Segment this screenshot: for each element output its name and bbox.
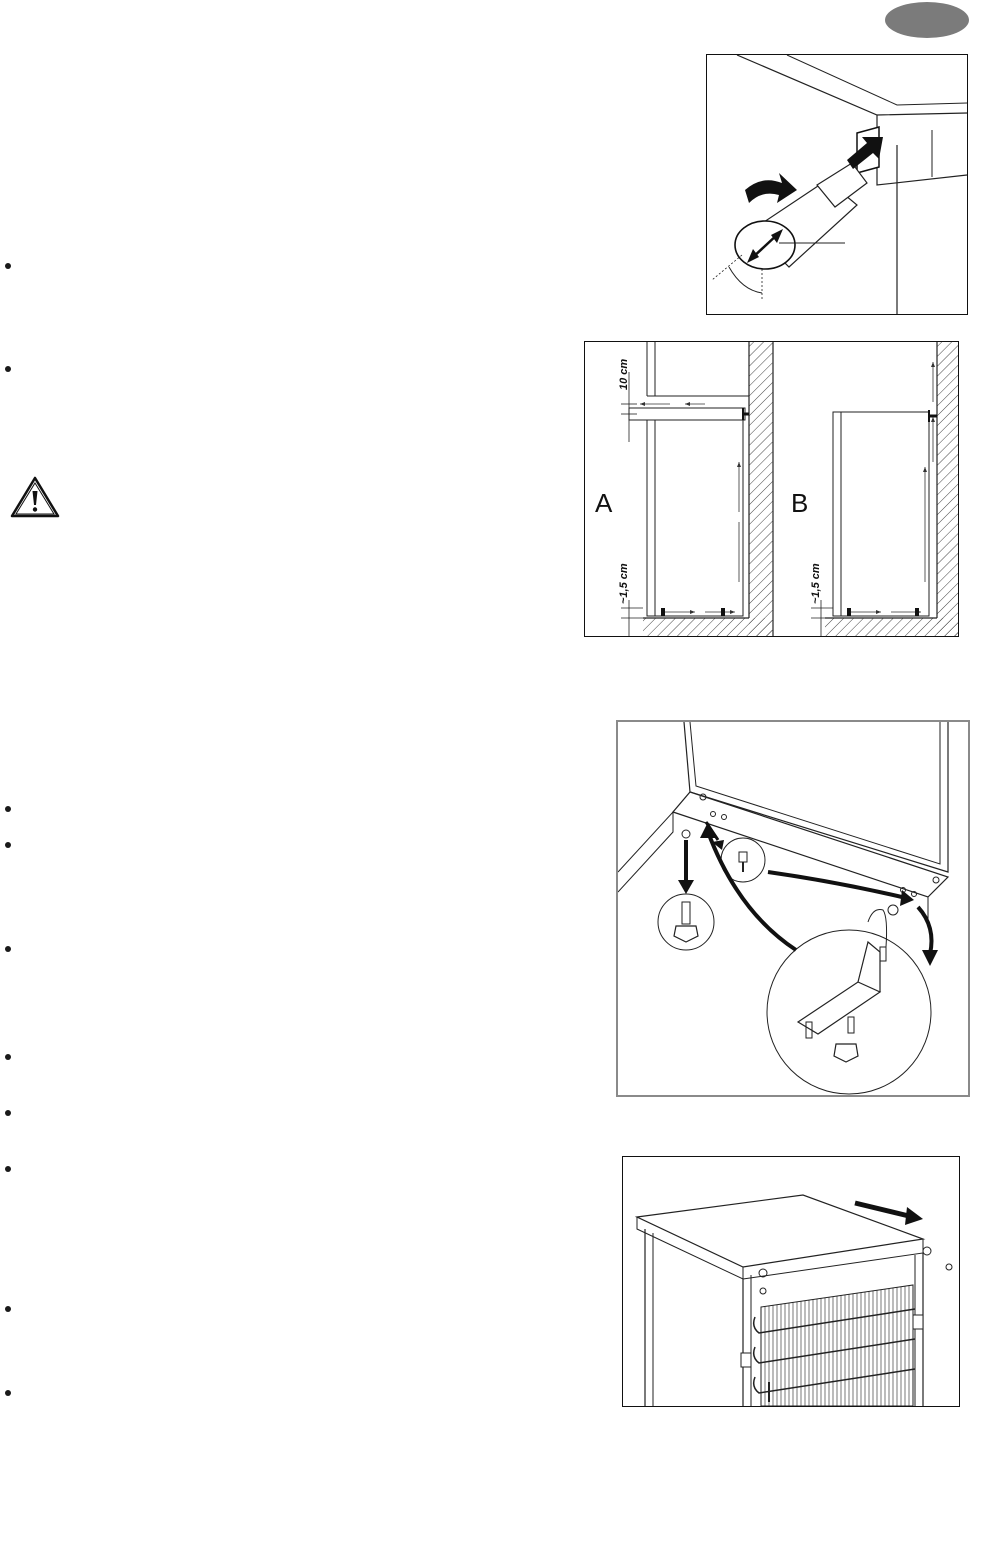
list-bullet <box>5 1166 11 1172</box>
page-tab-badge <box>885 2 969 38</box>
bottom-gap-label-b: ~1,5 cm <box>810 563 822 604</box>
list-bullet <box>5 946 11 952</box>
spacer-fitting-figure <box>706 54 968 315</box>
hinge-screws-figure <box>616 720 970 1097</box>
section-label-a: A <box>595 488 613 518</box>
list-bullet <box>5 842 11 848</box>
rear-condenser-figure <box>622 1156 960 1407</box>
top-gap-label-a: 10 cm <box>618 358 630 390</box>
list-bullet <box>5 806 11 812</box>
list-bullet <box>5 1054 11 1060</box>
list-bullet <box>5 366 11 372</box>
list-bullet <box>5 1110 11 1116</box>
list-bullet <box>5 263 11 269</box>
list-bullet <box>5 1306 11 1312</box>
warning-triangle-icon <box>10 476 60 518</box>
ventilation-airflow-figure <box>584 341 959 637</box>
bottom-gap-label-a: ~1,5 cm <box>618 563 630 604</box>
list-bullet <box>5 1390 11 1396</box>
section-label-b: B <box>791 488 809 518</box>
